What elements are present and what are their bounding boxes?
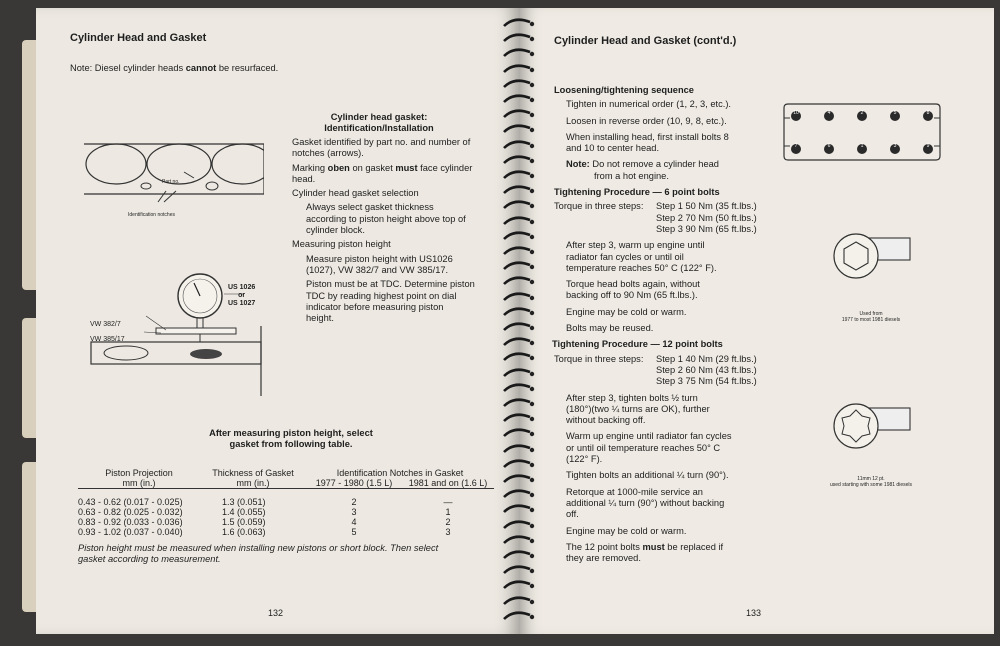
binding-ring	[500, 216, 540, 228]
binding-ring	[500, 352, 540, 364]
vw3827-label: VW 382/7	[90, 321, 121, 328]
footnote: Piston height must be measured when installing new pistons or short block. Then select gasket according to measurement.	[78, 543, 439, 565]
table-row: 0.63 - 0.82 (0.025 - 0.032) 1.4 (0.055) 3 1	[78, 507, 451, 517]
twelve-point-caption: 11mm 12 pt. used starting with some 1981 diesels	[830, 476, 912, 488]
table-row: 0.83 - 0.92 (0.033 - 0.036) 1.5 (0.059) 4 2	[78, 517, 451, 527]
binding-ring	[500, 565, 540, 577]
binding-ring	[500, 535, 540, 547]
diesel-note: Note: Diesel cylinder heads cannot be resurfaced.	[70, 63, 279, 73]
binding-ring	[500, 474, 540, 486]
six-point-caption: Used from 1977 to most 1981 diesels	[841, 311, 901, 323]
binding-ring	[500, 18, 540, 30]
binding-ring	[500, 276, 540, 288]
binding-ring	[500, 292, 540, 304]
binding-ring	[500, 383, 540, 395]
binding-ring	[500, 611, 540, 623]
six-point-bolt-icon	[826, 228, 916, 288]
binding-ring	[500, 79, 540, 91]
binding-ring	[500, 596, 540, 608]
right-page	[520, 8, 994, 634]
binding-ring	[500, 459, 540, 471]
gasket-figure	[84, 136, 264, 218]
page-number: 132	[268, 608, 284, 618]
twelve-point-bolt-icon	[826, 398, 916, 458]
part-no-label: Part no.	[162, 179, 180, 185]
binding-ring	[500, 261, 540, 273]
binding-ring	[500, 520, 540, 532]
binding-ring	[500, 33, 540, 45]
binding-ring	[500, 322, 540, 334]
table-header: Piston Projection Thickness of Gasket Identification Notches in Gasket	[105, 468, 464, 478]
table-row: 0.43 - 0.62 (0.017 - 0.025) 1.3 (0.051) 2 —	[78, 497, 453, 507]
binding-ring	[500, 48, 540, 60]
binding-ring	[500, 64, 540, 76]
binding-ring	[500, 368, 540, 380]
binding-ring	[500, 170, 540, 182]
table-heading: After measuring piston height, select gasket from following table.	[209, 428, 373, 450]
binding-ring	[500, 200, 540, 212]
binding-ring	[500, 94, 540, 106]
binding-ring	[500, 307, 540, 319]
sequence-section: Loosening/tightening sequence Tighten in numerical order (1, 2, 3, etc.). Loosen in reverse order (10, 9, 8, etc.). When installing head, first install bolts 8 and 10 to center head. Note: Do not remove a cylinder head from a hot engine. Tightening Procedure — 6 point bolts Torque in three steps: Step 1 50 Nm (35 ft.lbs.) Step 2 70 Nm (50 ft.lbs.) Step 3 90 Nm (65 ft.lbs.) After step 3, warm up engine until radiator fan cycles or until oil temperature reaches 50° C (122° F). Torque head bolts again, without backing off to 90 Nm (65 ft.lbs.). Engine may be cold or warm. Bolts may be reused. Tightening Procedure — 12 point bolts Torque in three steps: Step 1 40 Nm (29 ft.lbs.) Step 2 60 Nm (43 ft.lbs.) Step 3 75 Nm (54 ft.lbs.) After step 3, tighten bolts ½ turn (180°)(two ¼ turns are OK), further without backing off. Warm up engine until radiator fan cycles or until oil temperature reaches 50° C (122° F). Tighten bolts an additional ¼ turn (90°). Retorque at 1000-mile service an additional ¼ turn (90°) without backing off. Engine may be cold or warm. The 12 point bolts must be replaced if they are removed.	[552, 85, 757, 564]
left-page	[36, 8, 520, 634]
bolt-numbers: 10 4 2 5 8 7 6 1 3 9	[793, 110, 930, 149]
binding-ring	[500, 109, 540, 121]
page-title: Cylinder Head and Gasket (cont'd.)	[554, 35, 737, 47]
binding-ring	[500, 428, 540, 440]
gasket-table	[78, 468, 494, 537]
binding-ring	[500, 504, 540, 516]
notches-label: Identification notches	[128, 212, 175, 218]
page-title: Cylinder Head and Gasket	[70, 32, 207, 44]
gasket-text: Gasket identified by part no. and number of notches (arrows). Marking oben on gasket must face cylinder head. Cylinder head gasket selection Always select gasket thickness according to piston height above top of cylinder block. Measuring piston height Measure piston height with US1026 (1027), VW 382/7 and VW 385/17. Piston must be at TDC. Determine piston TDC by reading highest point on dial indicator before measuring piston height.	[292, 137, 475, 324]
binding-ring	[500, 489, 540, 501]
page-number: 133	[746, 608, 762, 618]
table-row: 0.93 - 1.02 (0.037 - 0.040) 1.6 (0.063) 5 3	[78, 527, 451, 537]
binding-ring	[500, 398, 540, 410]
binding-ring	[500, 124, 540, 136]
binding-ring	[500, 580, 540, 592]
table-subheader: mm (in.) mm (in.) 1977 - 1980 (1.5 L) 1981 and on (1.6 L)	[78, 478, 494, 489]
binding-ring	[500, 185, 540, 197]
binding-ring	[500, 231, 540, 243]
binding-ring	[500, 337, 540, 349]
gasket-heading: Cylinder head gasket: Identification/Installation	[324, 112, 434, 134]
binding-ring	[500, 246, 540, 258]
binding-ring	[500, 140, 540, 152]
binding-ring	[500, 155, 540, 167]
vw38517-label: VW 385/17	[90, 336, 125, 343]
binding-ring	[500, 444, 540, 456]
binding-ring	[500, 550, 540, 562]
us1026-label: US 1026 or US 1027	[228, 284, 256, 307]
binding-ring	[500, 413, 540, 425]
